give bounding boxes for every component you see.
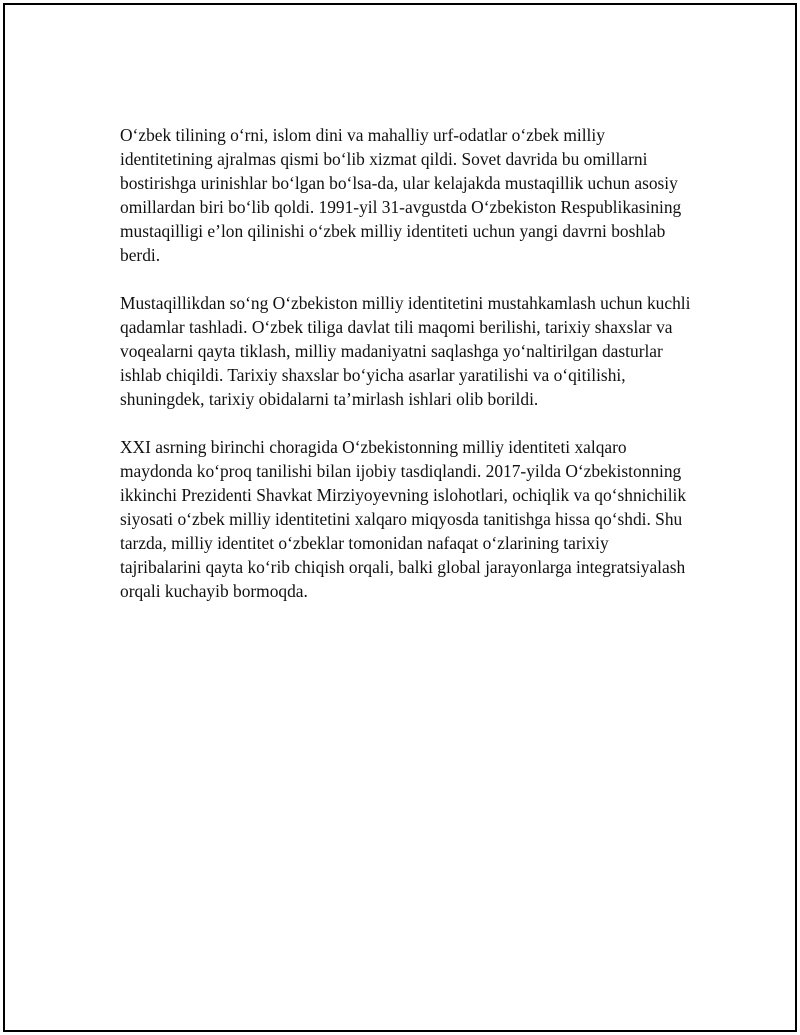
paragraph-1: O‘zbek tilining o‘rni, islom dini va mahalliy urf-odatlar o‘zbek milliy identitetining ajralmas qismi bo‘lib xizmat qildi. Sovet davrida bu omillarni bostirishga urinishlar bo‘lgan bo‘lsa-da, ular kelajakda mustaqillik uchun asosiy omillardan biri bo‘lib qoldi. 1991-yil 31-avgustda O‘zbekiston Respublikasining mustaqilligi e’lon qilinishi o‘zbek milliy identiteti uchun yangi davrni boshlab berdi. <box>120 125 682 265</box>
document-body <box>120 123 692 627</box>
paragraph-3: XXI asrning birinchi choragida O‘zbekistonning milliy identiteti xalqaro maydonda ko‘proq tanilishi bilan ijobiy tasdiqlandi. 2017-yilda O‘zbekistonning ikkinchi Prezidenti Shavkat Mirziyoyevning islohotlari, ochiqlik va qo‘shnichilik siyosati o‘zbek milliy identitetini xalqaro miqyosda tanitishga hissa qo‘shdi. Shu tarzda, milliy identitet o‘zbeklar tomonidan nafaqat o‘zlarining tarixiy tajribalarini qayta ko‘rib chiqish orqali, balki global jarayonlarga integratsiyalash orqali kuchayib bormoqda. <box>120 437 687 601</box>
document-page <box>3 3 797 1032</box>
paragraph-2: Mustaqillikdan so‘ng O‘zbekiston milliy identitetini mustahkamlash uchun kuchli qadamlar tashladi. O‘zbek tiliga davlat tili maqomi berilishi, tarixiy shaxslar va voqealarni qayta tiklash, milliy madaniyatni saqlashga yo‘naltirilgan dasturlar ishlab chiqildi. Tarixiy shaxslar bo‘yicha asarlar yaratilishi va o‘qitilishi, shuningdek, tarixiy obidalarni ta’mirlash ishlari olib borildi. <box>120 293 691 409</box>
